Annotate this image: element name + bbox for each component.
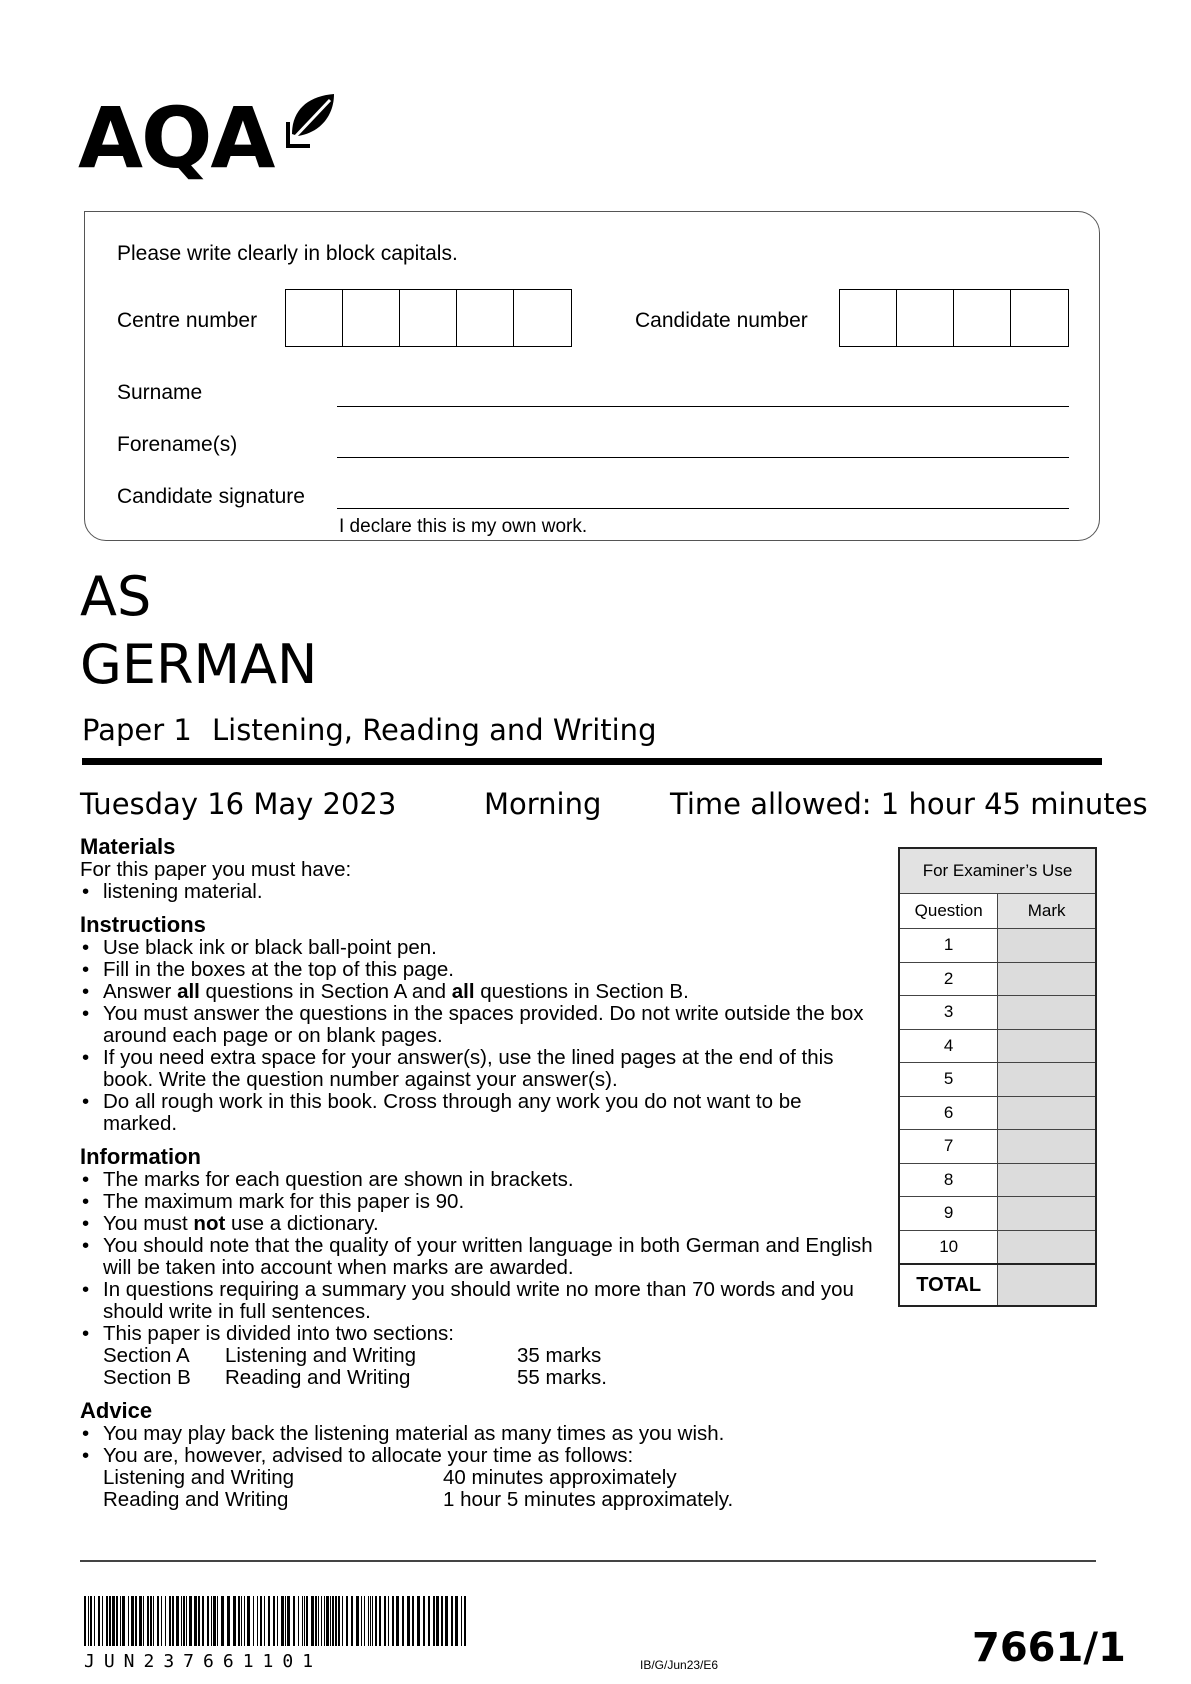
total-label: TOTAL [899,1264,998,1306]
qualification-level: AS [80,565,152,628]
section-title: Listening and Writing [225,1344,417,1367]
list-item: • The marks for each question are shown in brackets. [80,1169,880,1191]
timing-task: Listening and Writing [103,1466,295,1489]
barcode-bar [361,1596,362,1646]
barcode-bar [351,1596,353,1646]
signature-label: Candidate signature [117,485,305,508]
examiner-table-heading: For Examiner’s Use [899,848,1096,894]
list-item: • You must answer the questions in the spaces provided. Do not write outside the box around each page or on blank pages. [80,1003,880,1047]
mark-cell [998,1063,1096,1097]
instructions-heading: Instructions [80,912,206,937]
mark-cell [998,1029,1096,1063]
barcode-bar [139,1596,142,1646]
barcode-bar [211,1596,212,1646]
barcode-bar [436,1596,439,1646]
candidate-digit-box[interactable] [897,290,954,346]
materials-list [80,881,880,903]
centre-digit-box[interactable] [457,290,514,346]
barcode-bar [157,1596,159,1646]
surname-label: Surname [117,381,203,404]
mark-column-header: Mark [998,894,1096,929]
barcode-bar [264,1596,265,1646]
barcode-bar [122,1596,125,1646]
barcode-bar [451,1596,453,1646]
centre-number-boxes[interactable] [285,289,572,347]
barcode-bar [176,1596,179,1646]
list-item: • You are, however, advised to allocate your time as follows: [80,1445,880,1467]
timing-time: 40 minutes approximately [443,1466,677,1489]
barcode-bar [346,1596,348,1646]
list-item [80,981,880,1003]
section-marks: 55 marks. [517,1366,607,1389]
barcode-bar [379,1596,381,1646]
emphasis: not [193,1212,226,1235]
barcode-bar [407,1596,410,1646]
candidate-details-box [84,211,1100,541]
section-row [80,1367,880,1389]
barcode-bar [135,1596,137,1646]
barcode-bar [324,1596,325,1646]
barcode-bar [186,1596,187,1646]
barcode-bar [277,1596,278,1646]
block-capitals-instruction: Please write clearly in block capitals. [117,242,458,265]
emphasis: all [177,980,200,1003]
section-title: Reading and Writing [225,1366,411,1389]
barcode-bar [198,1596,200,1646]
aqa-logo: AQA [78,89,274,187]
candidate-digit-box[interactable] [954,290,1011,346]
barcode-bar [102,1596,103,1646]
barcode-bar [268,1596,270,1646]
barcode-bar [257,1596,258,1646]
barcode-bar [128,1596,129,1646]
barcode-bar [356,1596,359,1646]
barcode-bar [221,1596,224,1646]
list-item: • In questions requiring a summary you should write no more than 70 words and you should write in full sentences. [80,1279,880,1323]
barcode-bar [227,1596,230,1646]
mark-cell [998,996,1096,1030]
centre-digit-box[interactable] [343,290,400,346]
declaration-text: I declare this is my own work. [339,516,588,537]
candidate-digit-box[interactable] [840,290,897,346]
list-item: • The maximum mark for this paper is 90. [80,1191,880,1213]
barcode-bar [428,1596,430,1646]
mark-cell [998,1230,1096,1264]
barcode-text: JUN237661101 [84,1651,323,1672]
candidate-number-label: Candidate number [635,309,808,332]
barcode-bar [370,1596,371,1646]
barcode-bar [464,1596,466,1646]
question-number: 1 [899,929,998,963]
barcode-bar [172,1596,174,1646]
section-row [80,1345,880,1367]
question-number: 8 [899,1163,998,1197]
examiner-use-table [898,847,1097,1307]
question-number: 6 [899,1096,998,1130]
barcode-bar [153,1596,154,1646]
barcode-bar [461,1596,462,1646]
barcode-bar [106,1596,108,1646]
barcode-bar [207,1596,209,1646]
barcode-bar [253,1596,254,1646]
barcode-bar [441,1596,443,1646]
advice-heading: Advice [80,1398,153,1423]
paper-number: Paper 1 [82,713,192,747]
mark-cell [998,962,1096,996]
question-number: 7 [899,1130,998,1164]
barcode-bar [241,1596,242,1646]
text-run: Answer [103,980,178,1003]
barcode-bar [217,1596,218,1646]
subject-title: GERMAN [80,633,318,696]
list-item: • You should note that the quality of your written language in both German and English will be taken into account when marks are awarded. [80,1235,880,1279]
paper-code: 7661/1 [972,1625,1126,1671]
information-heading: Information [80,1144,201,1169]
barcode-bar [244,1596,245,1646]
barcode-bar [143,1596,144,1646]
forename-label: Forename(s) [117,433,238,456]
paper-title: Listening, Reading and Writing [212,713,657,747]
timing-row [80,1467,880,1489]
barcode-bar [455,1596,458,1646]
candidate-number-boxes[interactable] [839,289,1069,347]
barcode-bar [388,1596,389,1646]
mark-cell [998,1096,1096,1130]
question-column-header: Question [899,894,998,929]
information-list [80,1169,880,1345]
mark-cell [998,1130,1096,1164]
barcode-bar [433,1596,435,1646]
barcode-bar [120,1596,121,1646]
aqa-leaf-icon [284,92,338,150]
text-run: use a dictionary. [225,1212,379,1235]
question-number: 2 [899,962,998,996]
barcode-bar [372,1596,373,1646]
footer-rule [80,1560,1096,1562]
barcode-bar [423,1596,425,1646]
barcode-bar [285,1596,286,1646]
barcode-bar [238,1596,240,1646]
rubric [80,835,880,1511]
barcode-bar [338,1596,340,1646]
centre-number-label: Centre number [117,309,258,332]
barcode-bar [98,1596,100,1646]
barcode-bar [287,1596,290,1646]
barcode-bar [342,1596,343,1646]
barcode-bar [273,1596,275,1646]
barcode-bar [181,1596,182,1646]
section-marks: 35 marks [517,1344,602,1367]
text-run: questions in Section A and [199,980,452,1003]
barcode-bar [194,1596,197,1646]
timing-task: Reading and Writing [103,1488,289,1511]
barcode-bar [169,1596,171,1646]
advice-list [80,1423,880,1467]
barcode-bar [326,1596,329,1646]
barcode-bar [90,1596,92,1646]
barcode-bar [311,1596,314,1646]
barcode-bar [392,1596,394,1646]
barcode-bar [384,1596,386,1646]
barcode-bar [260,1596,262,1646]
mark-cell [998,1163,1096,1197]
instructions-list [80,937,880,1135]
barcode-bar [213,1596,216,1646]
barcode-bar [88,1596,89,1646]
forename-field[interactable] [337,457,1069,458]
candidate-digit-box[interactable] [1011,290,1068,346]
text-run: You must [103,1212,194,1235]
barcode-bar [417,1596,420,1646]
barcode-bar [147,1596,149,1646]
barcode-bar [131,1596,134,1646]
barcode-bar [202,1596,204,1646]
list-item [80,1213,880,1235]
list-item: • Fill in the boxes at the top of this page. [80,959,880,981]
barcode-bar [335,1596,337,1646]
paper-reference: IB/G/Jun23/E6 [640,1658,719,1672]
barcode-bar [298,1596,299,1646]
barcode-bar [112,1596,115,1646]
materials-heading: Materials [80,834,176,859]
timing-time: 1 hour 5 minutes approximately. [443,1488,734,1511]
barcode-bar [402,1596,404,1646]
list-item: • listening material. [80,881,880,903]
barcode-bar [247,1596,250,1646]
barcode-bar [116,1596,118,1646]
section-name: Section B [103,1366,191,1389]
centre-digit-box[interactable] [514,290,571,346]
exam-date: Tuesday 16 May 2023 [80,787,397,821]
barcode-bar [293,1596,295,1646]
surname-field[interactable] [337,406,1069,407]
mark-cell [998,929,1096,963]
barcode-bar [364,1596,365,1646]
barcode-bar [150,1596,152,1646]
barcode-bar [445,1596,448,1646]
barcode-bar [321,1596,322,1646]
question-number: 3 [899,996,998,1030]
question-number: 9 [899,1197,998,1231]
barcode-bar [396,1596,399,1646]
barcode-bar [330,1596,331,1646]
centre-digit-box[interactable] [286,290,343,346]
timing-row [80,1489,880,1511]
text-run: questions in Section B. [474,980,689,1003]
list-item: • This paper is divided into two sections: [80,1323,880,1345]
barcode-bar [281,1596,284,1646]
barcode-bar [315,1596,317,1646]
question-number: 5 [899,1063,998,1097]
barcode-bar [165,1596,166,1646]
question-number: 4 [899,1029,998,1063]
barcode-bar [332,1596,334,1646]
list-item: • You may play back the listening material as many times as you wish. [80,1423,880,1445]
barcode-bar [318,1596,319,1646]
barcode-bar [189,1596,192,1646]
barcode-bar [183,1596,185,1646]
barcode-bar [161,1596,162,1646]
centre-digit-box[interactable] [400,290,457,346]
time-allowed: Time allowed: 1 hour 45 minutes [670,787,1148,821]
total-mark-cell [998,1264,1096,1306]
list-item: • If you need extra space for your answer(s), use the lined pages at the end of this book. Write the question number against your answer(s). [80,1047,880,1091]
question-number: 10 [899,1230,998,1264]
barcode-bar [109,1596,111,1646]
section-name: Section A [103,1344,190,1367]
barcode-bar [306,1596,308,1646]
barcode-bar [304,1596,305,1646]
barcode-bar [368,1596,369,1646]
list-item: • Do all rough work in this book. Cross through any work you do not want to be marked. [80,1091,880,1135]
mark-cell [998,1197,1096,1231]
barcode-bar [375,1596,377,1646]
barcode-bar [302,1596,303,1646]
barcode-bar [94,1596,95,1646]
materials-intro: For this paper you must have: [80,858,352,881]
exam-session: Morning [484,787,602,821]
signature-field[interactable] [337,508,1069,509]
barcode-bar [84,1596,86,1646]
barcode-bar [412,1596,414,1646]
list-item: • Use black ink or black ball-point pen. [80,937,880,959]
title-rule [82,758,1102,765]
barcode [84,1596,472,1646]
barcode-bar [233,1596,236,1646]
emphasis: all [451,980,475,1003]
